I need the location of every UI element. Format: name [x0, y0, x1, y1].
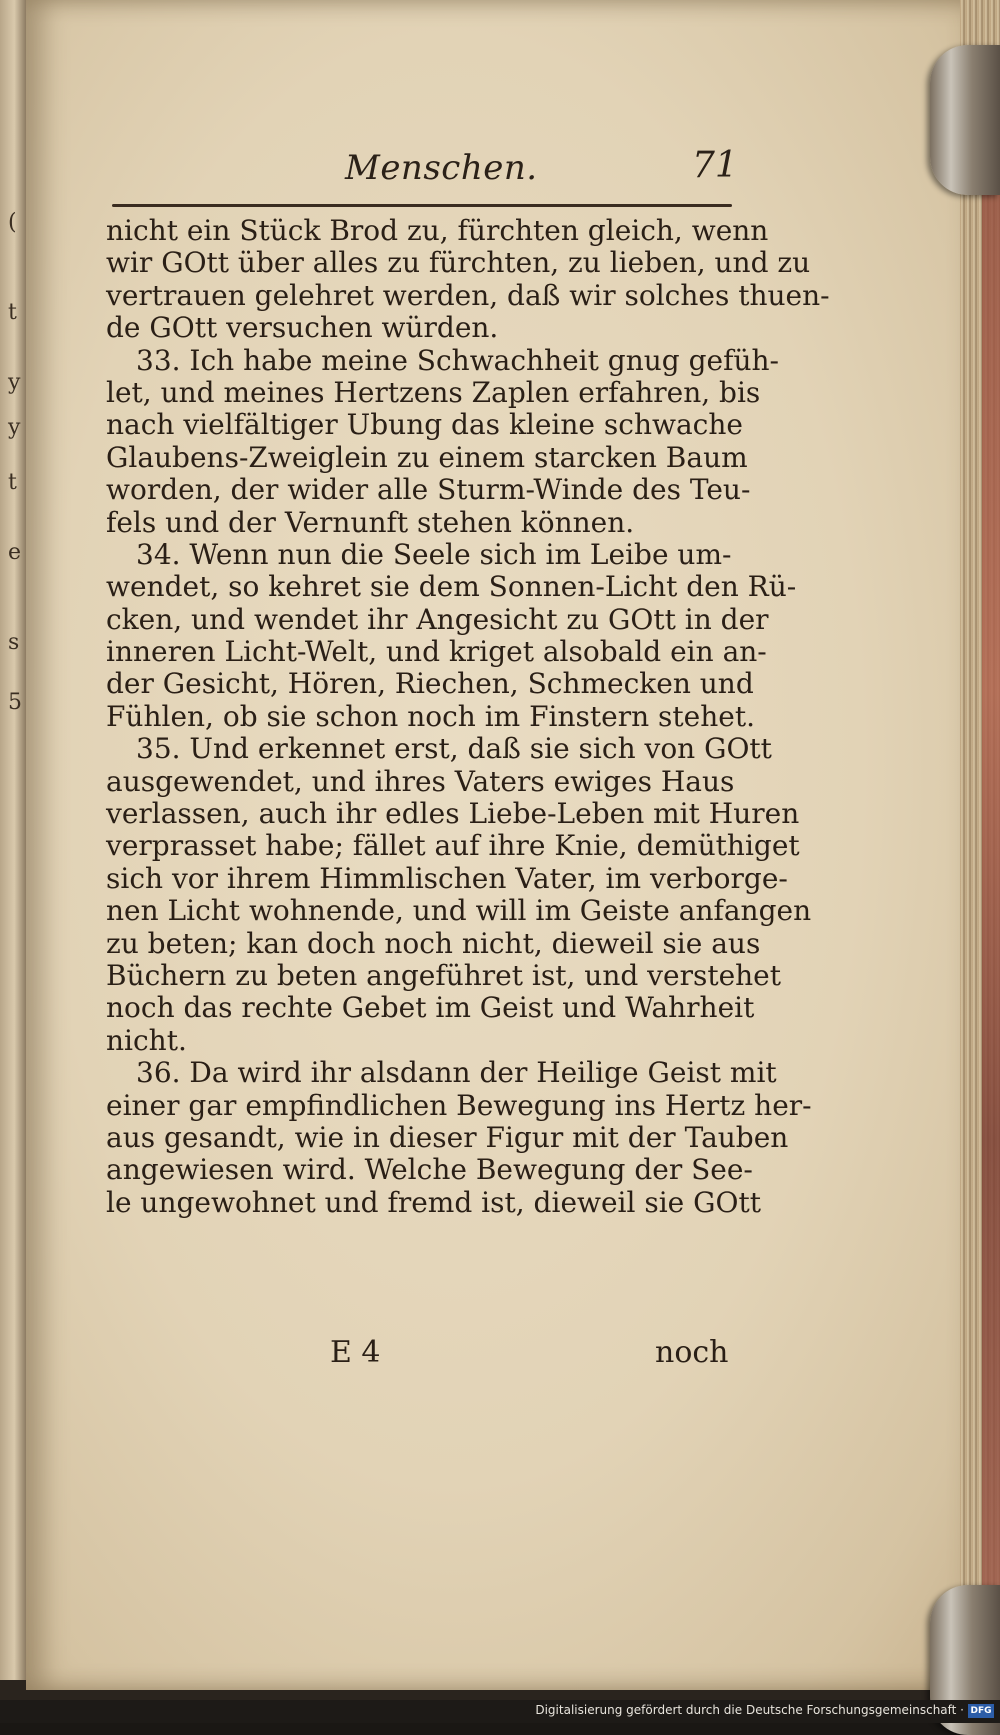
text-line: nicht ein Stück Brod zu, fürchten gleich, wenn: [106, 214, 769, 247]
page-edge-stain: [982, 90, 1000, 1590]
text-line: 35. Und erkennet erst, daß sie sich von GOtt: [136, 732, 772, 766]
margin-char: y: [8, 415, 21, 440]
text-line: sich vor ihrem Himmlischen Vater, im verborge-: [106, 861, 788, 895]
margin-char: 5: [8, 690, 22, 715]
text-line: cken, und wendet ihr Angesicht zu GOtt in der: [106, 602, 769, 636]
text-line: aus gesandt, wie in dieser Figur mit der Tauben: [106, 1120, 789, 1154]
margin-char: y: [8, 370, 21, 395]
text-line: 33. Ich habe meine Schwachheit gnug gefüh-: [136, 343, 779, 377]
clasp-top: [930, 45, 1000, 195]
text-line: Fühlen, ob sie schon noch im Finstern stehet.: [106, 699, 755, 733]
margin-char: e: [8, 540, 22, 565]
dfg-logo-icon: DFG: [968, 1704, 994, 1718]
text-line: nicht.: [106, 1023, 187, 1057]
text-line: wendet, so kehret sie dem Sonnen-Licht den Rü-: [106, 570, 797, 604]
text-line: ausgewendet, und ihres Vaters ewiges Haus: [106, 764, 735, 798]
previous-page-edge: [0, 0, 26, 1680]
text-line: der Gesicht, Hören, Riechen, Schmecken und: [106, 667, 754, 701]
text-line: zu beten; kan doch noch nicht, dieweil sie aus: [106, 926, 761, 960]
margin-char: (: [8, 210, 17, 235]
catchword: noch: [655, 1335, 729, 1370]
text-line: Glaubens-Zweiglein zu einem starcken Baum: [106, 440, 748, 474]
text-line: verprasset habe; fället auf ihre Knie, demüthiget: [106, 829, 800, 863]
digitization-credit-bar: [0, 1700, 1000, 1723]
text-line: worden, der wider alle Sturm-Winde des Teu-: [106, 473, 751, 507]
text-line: Büchern zu beten angeführet ist, und verstehet: [106, 958, 781, 992]
text-line: de GOtt versuchen würden.: [106, 311, 499, 345]
text-line: verlassen, auch ihr edles Liebe-Leben mit Huren: [106, 797, 800, 831]
credit-text: Digitalisierung gefördert durch die Deutsche Forschungsgemeinschaft ·: [535, 1703, 964, 1717]
margin-char: t: [8, 300, 17, 325]
text-line: einer gar empfindlichen Bewegung ins Hertz her-: [106, 1088, 812, 1122]
text-line: 34. Wenn nun die Seele sich im Leibe um-: [136, 537, 732, 571]
running-head: Menschen.: [345, 148, 538, 188]
text-line: 36. Da wird ihr alsdann der Heilige Geist mit: [136, 1056, 777, 1090]
text-line: le ungewohnet und fremd ist, dieweil sie GOtt: [106, 1185, 761, 1219]
page-number: 71: [692, 145, 738, 186]
text-line: nen Licht wohnende, und will im Geiste anfangen: [106, 894, 812, 928]
margin-char: s: [8, 630, 20, 655]
text-line: nach vielfältiger Ubung das kleine schwache: [106, 408, 743, 442]
text-line: wir GOtt über alles zu fürchten, zu lieben, und zu: [106, 246, 811, 280]
text-line: angewiesen wird. Welche Bewegung der See-: [106, 1153, 753, 1187]
margin-char: t: [8, 470, 17, 495]
text-line: noch das rechte Gebet im Geist und Wahrheit: [106, 991, 755, 1025]
text-line: vertrauen gelehret werden, daß wir solches thuen-: [106, 278, 830, 312]
body-text: [106, 214, 830, 1219]
text-line: let, und meines Hertzens Zaplen erfahren, bis: [106, 375, 761, 409]
header-rule: [112, 204, 732, 207]
text-line: inneren Licht-Welt, und kriget alsobald ein an-: [106, 635, 767, 669]
signature-mark: E 4: [330, 1335, 381, 1370]
text-line: fels und der Vernunft stehen können.: [106, 505, 635, 539]
